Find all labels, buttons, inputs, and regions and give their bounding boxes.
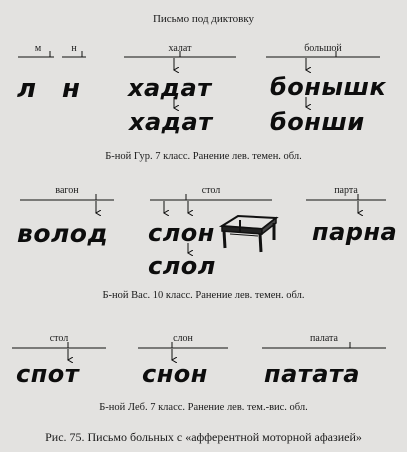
- dictated-word: стол: [201, 185, 221, 196]
- dictated-word: м: [34, 43, 42, 54]
- dictated-word: вагон: [55, 185, 79, 196]
- dictated-word: парта: [334, 185, 358, 196]
- handwritten-word: слол: [148, 252, 216, 280]
- dictated-word: слон: [173, 333, 193, 344]
- handwritten-word: хадат: [128, 74, 212, 102]
- handwritten-word: слон: [148, 219, 215, 247]
- handwritten-word: л: [17, 74, 37, 104]
- handwritten-word: парна: [312, 218, 398, 246]
- dictated-word: халат: [168, 43, 192, 54]
- handwritten-word: патата: [264, 360, 360, 388]
- dictated-word: н: [71, 43, 77, 54]
- figure-caption: Рис. 75. Письмо больных с «афферентной моторной афазией»: [45, 430, 362, 444]
- dictated-word: палата: [310, 333, 338, 344]
- handwritten-word: н: [62, 74, 81, 104]
- handwritten-word: снон: [142, 360, 208, 388]
- handwritten-word: волод: [17, 219, 109, 248]
- dictated-word: стол: [49, 333, 69, 344]
- page-title: Письмо под диктовку: [152, 13, 255, 25]
- handwritten-word: спот: [16, 360, 80, 388]
- patient-caption: Б-ной Вас. 10 класс. Ранение лев. темен. обл.: [102, 290, 305, 301]
- handwritten-word: бонышк: [270, 73, 387, 101]
- patient-caption: Б-ной Гур. 7 класс. Ранение лев. темен. обл.: [105, 151, 302, 162]
- patient-caption: Б-ной Леб. 7 класс. Ранение лев. тем.-вис. обл.: [99, 402, 308, 413]
- handwritten-word: бонши: [270, 108, 365, 136]
- dictated-word: большой: [304, 43, 342, 54]
- handwritten-word: хадат: [129, 108, 213, 136]
